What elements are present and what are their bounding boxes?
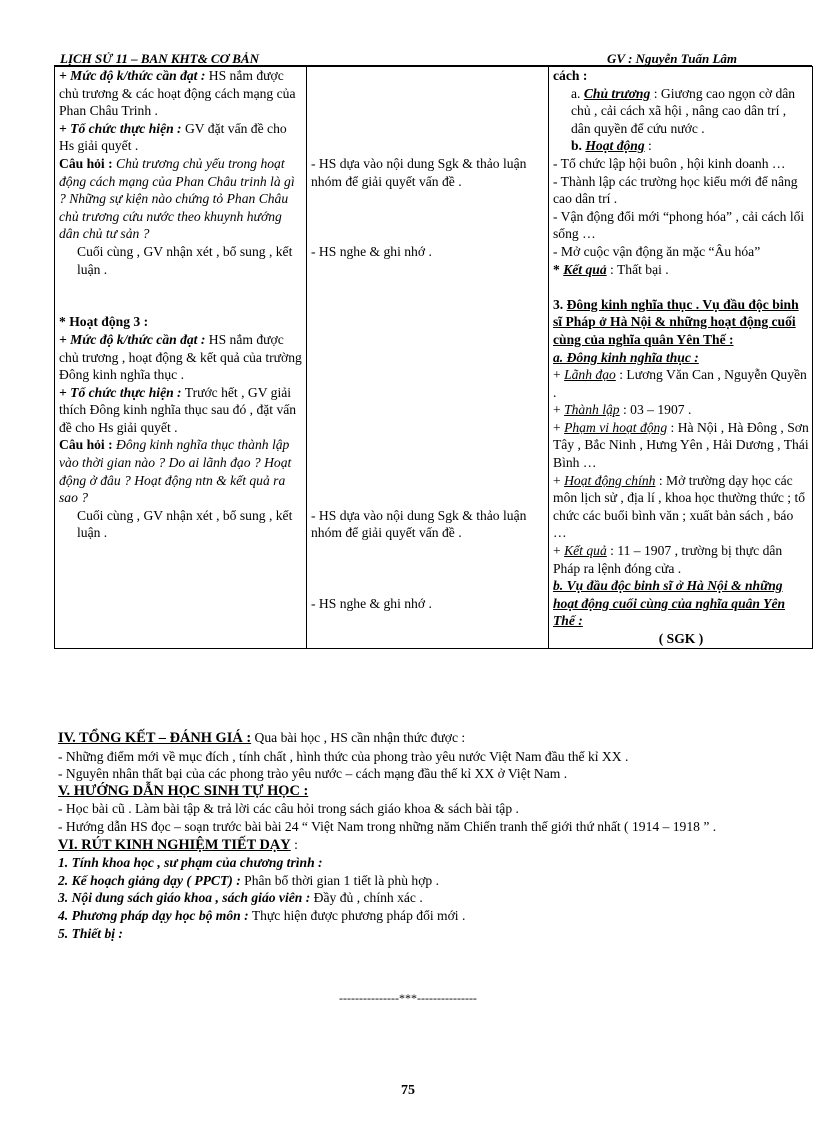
lesson-table: [54, 66, 813, 649]
leaders: + Lãnh đạo : Lương Văn Can , Nguyễn Quyền .: [553, 367, 807, 400]
main-activity: + Hoạt động chính : Mở trường dạy học các môn lịch sử , địa lí , khoa học thường thức ; tổ chức các buổi bình văn ; xuất bản sách , báo …: [553, 472, 806, 541]
outcome: + Kết quả : 11 – 1907 , trường bị thực dân Pháp ra lệnh đóng cửa .: [553, 543, 783, 576]
student-task-2: - HS nghe & ghi nhớ .: [311, 243, 432, 259]
list-item: 5. Thiết bị :: [58, 925, 123, 941]
list-item: 3. Nội dung sách giáo khoa , sách giáo viên : Đầy đủ , chính xác .: [58, 890, 423, 906]
subsection-b: b. Vụ đầu độc binh sĩ ở Hà Nội & những hoạt động cuối cùng của nghĩa quân Yên Thế :: [553, 578, 786, 629]
section-iv-heading: IV. TỔNG KẾT – ĐÁNH GIÁ : Qua bài học , HS cần nhận thức được :: [58, 730, 466, 746]
table-row: [55, 67, 813, 649]
teacher-activity-column: [55, 67, 307, 649]
header-teacher: GV : Nguyễn Tuấn Lâm: [607, 51, 738, 66]
sgk-reference: ( SGK ): [658, 631, 704, 646]
activity-3-heading: * Hoạt động 3 :: [59, 314, 149, 330]
student-task-1: - HS dựa vào nội dung Sgk & thảo luận nhóm để giải quyết vấn đề .: [311, 155, 527, 189]
question-1: Câu hỏi : Chủ trương chủ yếu trong hoạt động cách mạng của Phan Châu trinh là gì ? Những sự kiện nào chứng tỏ Phan Châu chủ trương cứu nước theo khuynh hướng dân chủ tư sản ?: [59, 155, 295, 242]
list-item: - Những điểm mới về mục đích , tính chất , hình thức của phong trào yêu nước Việt Nam đầu thế kỉ XX .: [58, 748, 629, 764]
list-item: 1. Tính khoa học , sư phạm của chương trình :: [58, 855, 323, 871]
scope: + Phạm vi hoạt động : Hà Nội , Hà Đông , Sơn Tây , Bắc Ninh , Hưng Yên , Hải Dương , Thái Bình …: [553, 419, 809, 471]
organization-2: + Tổ chức thực hiện : Trước hết , GV giải thích Đông kinh nghĩa thục sau đó , đặt vấn đề cho Hs giải quyết .: [59, 384, 297, 435]
page-header: [57, 50, 815, 66]
organization-1: + Tổ chức thực hiện : GV đặt vấn đề cho Hs giải quyết .: [59, 120, 287, 154]
section-vi-heading: VI. RÚT KINH NGHIỆM TIẾT DẠY :: [58, 836, 298, 853]
list-item: - Nguyên nhân thất bại của các phong trào yêu nước – cách mạng đầu thế kỉ XX ở Việt Nam .: [58, 766, 568, 782]
page-number: 75: [401, 1083, 415, 1098]
activity-item: - Mở cuộc vận động ăn mặc “Âu hóa”: [553, 243, 761, 259]
section-v-heading: V. HƯỚNG DẪN HỌC SINH TỰ HỌC :: [58, 782, 309, 799]
summary-sections: [58, 729, 814, 942]
list-item: 2. Kế hoạch giảng dạy ( PPCT) : Phân bổ thời gian 1 tiết là phù hợp .: [58, 872, 440, 888]
policy: a. Chủ trương : Giương cao ngọn cờ dân chủ , cải cách xã hội , nâng cao dân trí , dân quyền để cứu nước .: [571, 85, 796, 136]
activity-item: - Vận động đổi mới “phong hóa” , cải cách lối sống …: [553, 208, 805, 242]
conclusion-2: Cuối cùng , GV nhận xét , bổ sung , kết luận .: [77, 507, 293, 541]
student-activity-column: [307, 67, 549, 649]
activity-item: - Thành lập các trường học kiểu mới để nâng cao dân trí .: [553, 173, 798, 207]
list-item: - Hướng dẫn HS đọc – soạn trước bài bài 24 “ Việt Nam trong những năm Chiến tranh thế giới thứ nhất ( 1914 – 1918 ” .: [58, 818, 717, 834]
list-item: - Học bài cũ . Làm bài tập & trả lời các câu hỏi trong sách giáo khoa & sách bài tập .: [58, 801, 519, 817]
question-2: Câu hỏi : Đông kinh nghĩa thục thành lập vào thời gian nào ? Do ai lãnh đạo ? Hoạt động ở đâu ? Hoạt động ntn & kết quả ra sao ?: [59, 437, 292, 506]
activities-heading: b. Hoạt động :: [571, 138, 652, 154]
student-task-4: - HS nghe & ghi nhớ .: [311, 595, 432, 611]
activity-item: - Tổ chức lập hội buôn , hội kinh doanh …: [553, 155, 786, 171]
objective-2: + Mức độ k/thức cần đạt : HS nắm được chủ trương , hoạt động & kết quả của trường Đông kinh nghĩa thục .: [59, 331, 302, 383]
subsection-a: a. Đông kinh nghĩa thục :: [553, 349, 699, 365]
objective-1: + Mức độ k/thức cần đạt : HS nắm được chủ trương & các hoạt động cách mạng của Phan Châu Trinh .: [59, 68, 296, 119]
cach-heading: cách :: [553, 68, 588, 83]
header-subject: LỊCH SỬ 11 – BAN KHT& CƠ BẢN: [60, 51, 259, 66]
section-3-title: 3. Đông kinh nghĩa thục . Vụ đầu độc binh sĩ Pháp ở Hà Nội & những hoạt động cuối cùng của nghĩa quân Yên Thế :: [553, 296, 799, 347]
content-column: [549, 67, 813, 649]
result: * Kết quả : Thất bại .: [553, 261, 669, 277]
founded: + Thành lập : 03 – 1907 .: [553, 402, 692, 418]
conclusion-1: Cuối cùng , GV nhận xét , bổ sung , kết luận .: [77, 243, 293, 277]
student-task-3: - HS dựa vào nội dung Sgk & thảo luận nhóm để giải quyết vấn đề .: [311, 507, 527, 541]
list-item: 4. Phương pháp dạy học bộ môn : Thực hiện được phương pháp đổi mới .: [58, 907, 466, 923]
end-separator: ---------------***---------------: [339, 991, 477, 1005]
